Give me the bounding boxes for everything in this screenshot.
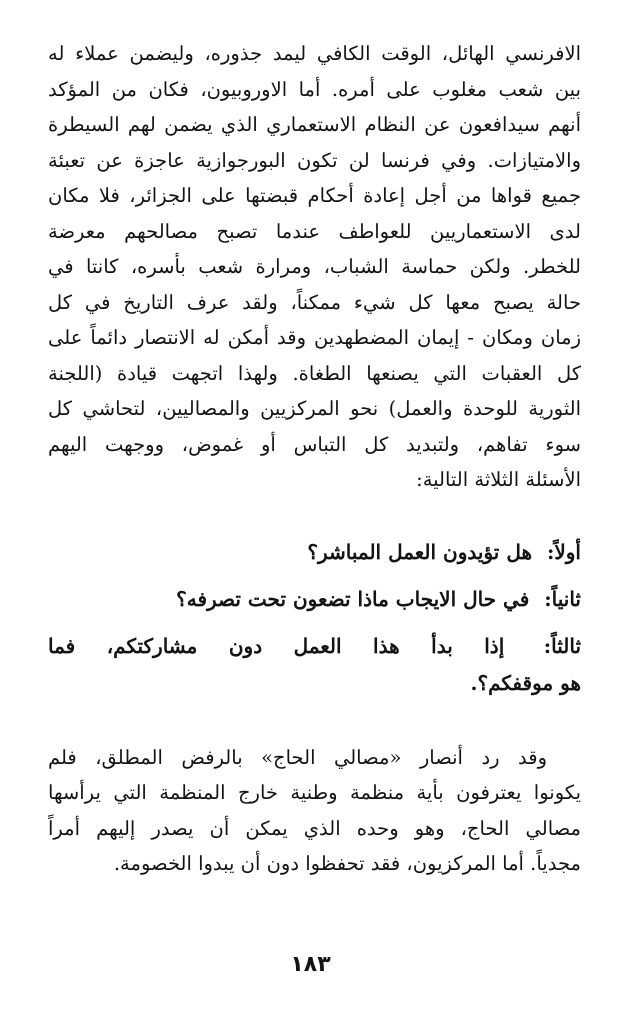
question-label: ثانياً: (544, 586, 581, 611)
text-line: جميع قواها من أجل إعادة أحكام قبضتها على الجزائر، فلا مكان (48, 184, 581, 207)
question-label: أولاً: (546, 539, 581, 564)
text-line: الثورية للوحدة والعمل) نحو المركزيين والمصاليين، لتحاشي كل (48, 397, 581, 420)
text-line: مصالي الحاج، وهو وحده الذي يمكن أن يصدر إليهم أمراً (48, 816, 581, 840)
paragraph-1 (48, 36, 581, 498)
text-line: للخطر. ولكن حماسة الشباب، ومرارة شعب بأسره، كانتا في (48, 255, 581, 278)
text-line: كل العقبات التي يصنعها الطغاة. ولهذا اتجهت قيادة (اللجنة (48, 361, 581, 385)
text-line: أنهم سيدافعون عن النظام الاستعماري الذي يضمن لهم السيطرة (48, 113, 581, 136)
question-2 (48, 581, 581, 618)
paragraph-2 (48, 740, 581, 882)
text-line: وقد رد أنصار «مصالي الحاج» بالرفض المطلق، فلم (48, 745, 547, 769)
question-3 (48, 628, 581, 702)
text-line: بين شعب مغلوب على أمره. أما الاوروبيون، فكان من المؤكد (48, 77, 581, 101)
question-line (48, 628, 581, 665)
question-label: ثالثاً: (543, 633, 582, 658)
question-text-continued: هو موقفكم؟. (470, 670, 581, 695)
questions-list (48, 534, 581, 702)
question-1 (48, 534, 581, 571)
text-line: حالة يصبح معها كل شيء ممكناً، ولقد عرف التاريخ في كل (48, 290, 581, 314)
question-text: إذا بدأ هذا العمل دون مشاركتكم، فما (48, 633, 505, 658)
text-line: والامتيازات. وفي فرنسا لن تكون البورجوازية عاجزة عن تعبئة (48, 148, 581, 172)
text-line: زمان ومكان - إيمان المضطهدين وقد أمكن له الانتصار دائماً على (48, 326, 581, 349)
text-line: مجدياً. أما المركزيون، فقد تحفظوا دون أن يبدوا الخصومة. (113, 852, 581, 875)
text-line: سوء تفاهم، ولتبديد كل التباس أو غموض، ووجهت اليهم (48, 432, 581, 456)
text-line: الافرنسي الهائل، الوقت الكافي ليمد جذوره، وليضمن عملاء له (48, 42, 581, 65)
page-number: ١٨٣ (290, 952, 331, 977)
question-text: هل تؤيدون العمل المباشر؟ (307, 539, 533, 564)
text-line: يكونوا يعترفون بأية منظمة وطنية خارج المنظمة التي يرأسها (48, 781, 581, 804)
text-line: لدى الاستعماريين للعواطف عندما تصبح مصالحهم معرضة (48, 219, 581, 243)
book-page (48, 36, 581, 996)
question-text: في حال الايجاب ماذا تضعون تحت تصرفه؟ (176, 586, 530, 611)
text-line: الأسئلة الثلاثة التالية: (416, 468, 581, 491)
